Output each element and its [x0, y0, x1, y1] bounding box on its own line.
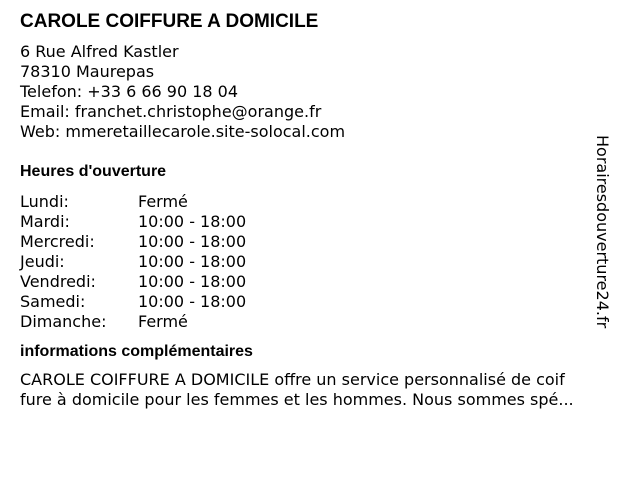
hours-heading: Heures d'ouverture: [20, 163, 167, 180]
hours-day: Mardi:: [20, 212, 70, 231]
hours-time: Fermé: [138, 312, 188, 331]
description-line: fure à domicile pour les femmes et les hommes. Nous sommes spé...: [20, 390, 574, 409]
hours-day: Lundi:: [20, 192, 69, 211]
hours-time: 10:00 - 18:00: [138, 292, 247, 311]
description-line: CAROLE COIFFURE A DOMICILE offre un service personnalisé de coif: [20, 370, 565, 389]
info-description: [20, 370, 620, 410]
email-line: Email: franchet.christophe@orange.fr: [20, 102, 322, 121]
info-heading: informations complémentaires: [20, 343, 253, 360]
city-address: 78310 Maurepas: [20, 62, 155, 81]
hours-day: Jeudi:: [20, 252, 65, 271]
hours-day: Samedi:: [20, 292, 86, 311]
hours-row-wednesday: [20, 232, 620, 252]
street-address: 6 Rue Alfred Kastler: [20, 42, 179, 61]
hours-day: Dimanche:: [20, 312, 107, 331]
business-name: CAROLE COIFFURE A DOMICILE: [20, 11, 319, 32]
hours-row-saturday: [20, 292, 620, 312]
hours-time: 10:00 - 18:00: [138, 272, 247, 291]
hours-day: Mercredi:: [20, 232, 95, 251]
business-card: [20, 10, 620, 410]
hours-time: Fermé: [138, 192, 188, 211]
contact-block: [20, 42, 620, 142]
site-watermark: Horairesdouverture24.fr: [593, 135, 612, 329]
hours-day: Vendredi:: [20, 272, 96, 291]
hours-row-sunday: [20, 312, 620, 332]
web-line: Web: mmeretaillecarole.site-solocal.com: [20, 122, 346, 141]
hours-time: 10:00 - 18:00: [138, 212, 247, 231]
hours-row-thursday: [20, 252, 620, 272]
hours-table: [20, 192, 620, 332]
hours-row-tuesday: [20, 212, 620, 232]
hours-row-monday: [20, 192, 620, 212]
hours-row-friday: [20, 272, 620, 292]
hours-time: 10:00 - 18:00: [138, 232, 247, 251]
hours-time: 10:00 - 18:00: [138, 252, 247, 271]
phone-line: Telefon: +33 6 66 90 18 04: [20, 82, 239, 101]
